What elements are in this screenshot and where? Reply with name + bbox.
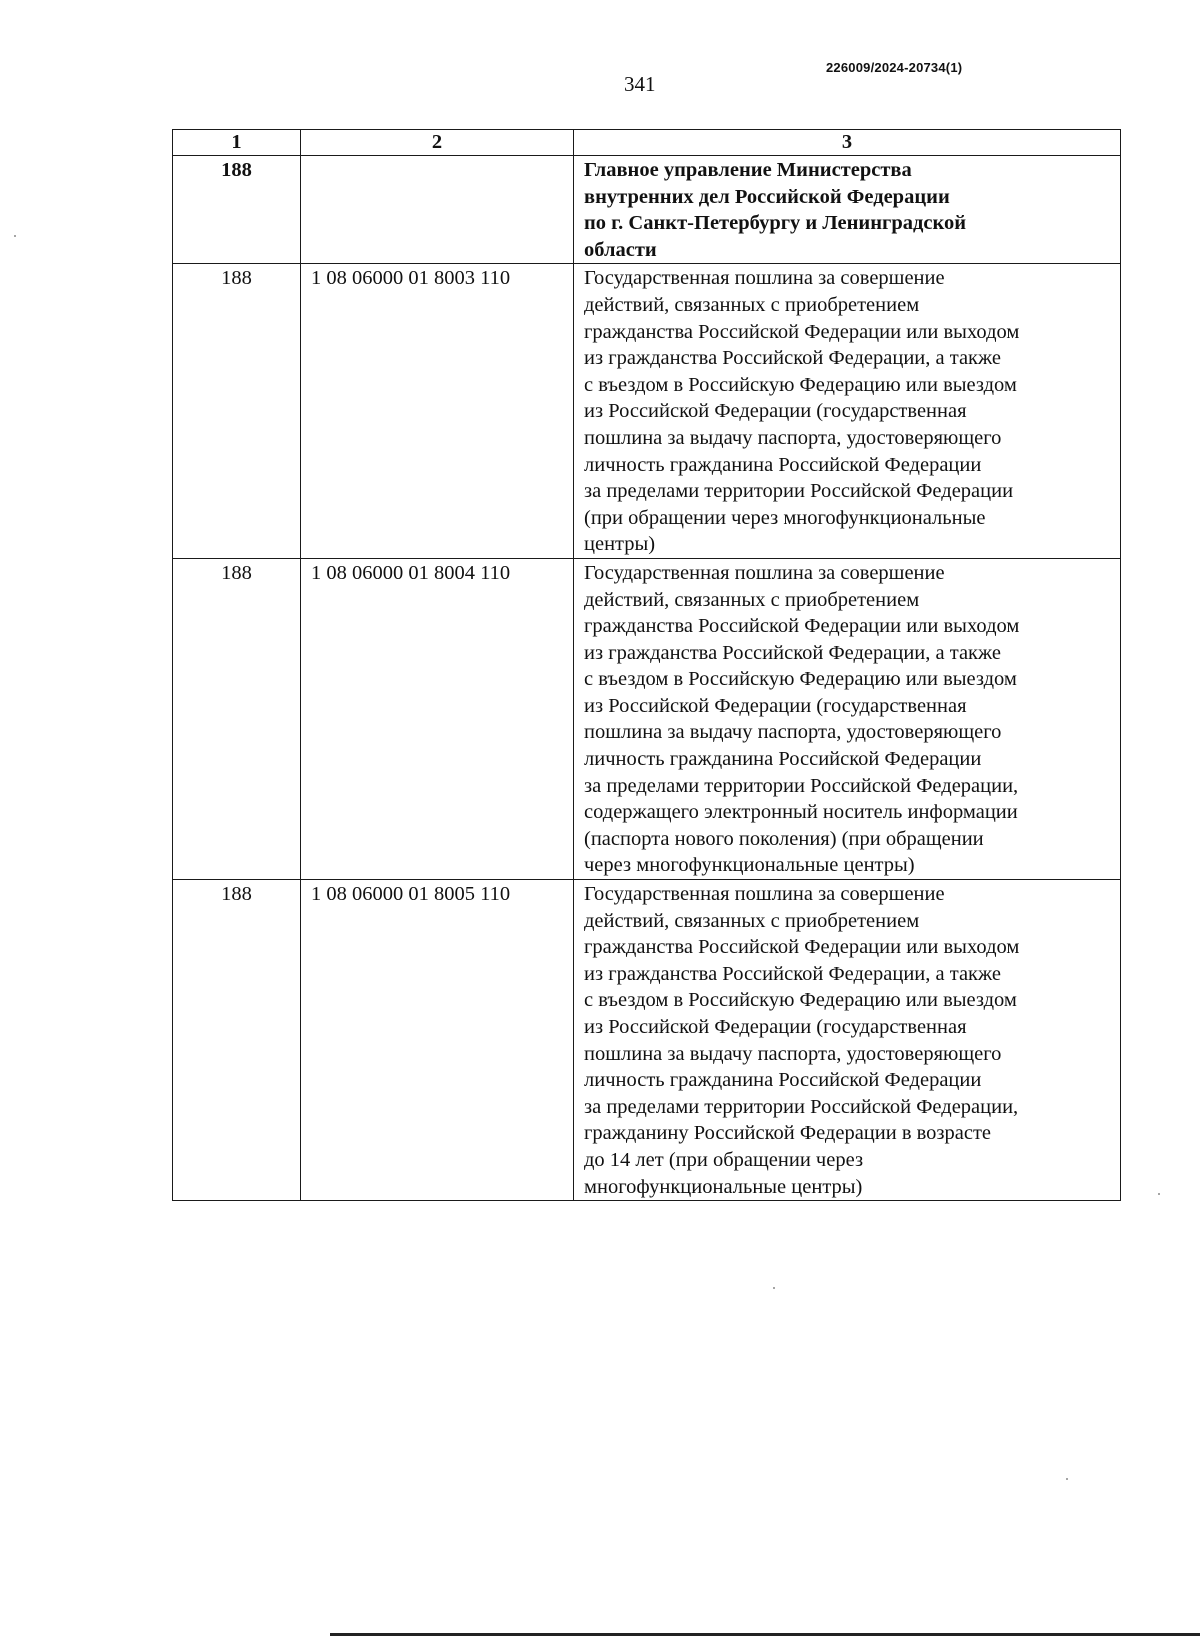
scan-speck [1158, 1193, 1160, 1195]
description-line: за пределами территории Российской Федерации, [584, 1095, 1019, 1118]
table-row [173, 156, 1121, 264]
description-line: за пределами территории Российской Федерации [584, 480, 1014, 503]
description-line: многофункциональные центры) [584, 1175, 863, 1198]
admin-code-cell: 188 [173, 558, 301, 879]
description-line: из гражданства Российской Федерации, а также [584, 347, 1002, 370]
description-line: личность гражданина Российской Федерации [584, 748, 982, 771]
document-registration-number: 226009/2024-20734(1) [826, 60, 963, 75]
description-line: из Российской Федерации (государственная [584, 694, 967, 717]
description-line: пошлина за выдачу паспорта, удостоверяющего [584, 426, 1002, 449]
budget-code-cell: 1 08 06000 01 8004 110 [301, 558, 574, 879]
description-line: из гражданства Российской Федерации, а также [584, 962, 1002, 985]
description-line: центры) [584, 533, 656, 556]
description-line: Государственная пошлина за совершение [584, 267, 945, 290]
description-line: пошлина за выдачу паспорта, удостоверяющего [584, 1042, 1002, 1065]
budget-code-cell: 1 08 06000 01 8005 110 [301, 880, 574, 1201]
description-line: с въездом в Российскую Федерацию или выездом [584, 668, 1017, 691]
description-line: по г. Санкт-Петербургу и Ленинградской [584, 212, 967, 235]
description-line: из гражданства Российской Федерации, а также [584, 641, 1002, 664]
column-header-1: 1 [173, 130, 301, 156]
admin-code-cell: 188 [173, 264, 301, 559]
description-line: действий, связанных с приобретением [584, 293, 920, 316]
budget-code-cell: 1 08 06000 01 8003 110 [301, 264, 574, 559]
description-line: из Российской Федерации (государственная [584, 1016, 967, 1038]
scan-speck [773, 1287, 775, 1289]
description-line: из Российской Федерации (государственная [584, 400, 967, 423]
table-header-row [173, 130, 1121, 156]
table-row [173, 558, 1121, 879]
description-line: области [584, 238, 657, 261]
fee-description-cell [574, 558, 1121, 879]
table-row [173, 264, 1121, 559]
description-line: Государственная пошлина за совершение [584, 883, 945, 906]
description-line: (при обращении через многофункциональные [584, 506, 986, 529]
page-number: 341 [624, 72, 656, 96]
column-header-3: 3 [574, 130, 1121, 156]
description-line: гражданства Российской Федерации или выходом [584, 615, 1020, 638]
description-line: гражданину Российской Федерации в возрасте [584, 1122, 992, 1145]
admin-code-cell: 188 [173, 156, 301, 264]
description-line: гражданства Российской Федерации или выходом [584, 936, 1020, 959]
description-line: (паспорта нового поколения) (при обращении [584, 827, 984, 850]
description-line: внутренних дел Российской Федерации [584, 185, 950, 208]
description-line: содержащего электронный носитель информации [584, 801, 1018, 824]
table-body [173, 156, 1121, 1201]
description-line: пошлина за выдачу паспорта, удостоверяющего [584, 721, 1002, 744]
description-line: за пределами территории Российской Федерации, [584, 774, 1019, 797]
description-line: личность гражданина Российской Федерации [584, 1069, 982, 1092]
description-line: до 14 лет (при обращении через [584, 1148, 864, 1171]
fee-table [172, 129, 1121, 1201]
administrator-name-cell [574, 156, 1121, 264]
description-line: личность гражданина Российской Федерации [584, 453, 982, 476]
budget-code-cell [301, 156, 574, 264]
description-line: действий, связанных с приобретением [584, 588, 920, 611]
description-line: Государственная пошлина за совершение [584, 561, 945, 584]
fee-description-cell [574, 264, 1121, 559]
scan-bottom-edge [330, 1633, 1200, 1636]
column-header-2: 2 [301, 130, 574, 156]
description-line: Главное управление Министерства [584, 159, 912, 181]
fee-description-cell [574, 880, 1121, 1201]
table-row [173, 880, 1121, 1201]
scan-speck [14, 235, 16, 237]
description-line: с въездом в Российскую Федерацию или выездом [584, 989, 1017, 1012]
description-line: гражданства Российской Федерации или выходом [584, 320, 1020, 343]
description-line: действий, связанных с приобретением [584, 909, 920, 932]
scan-speck [1066, 1478, 1068, 1480]
description-line: с въездом в Российскую Федерацию или выездом [584, 373, 1017, 396]
admin-code-cell: 188 [173, 880, 301, 1201]
description-line: через многофункциональные центры) [584, 854, 915, 877]
